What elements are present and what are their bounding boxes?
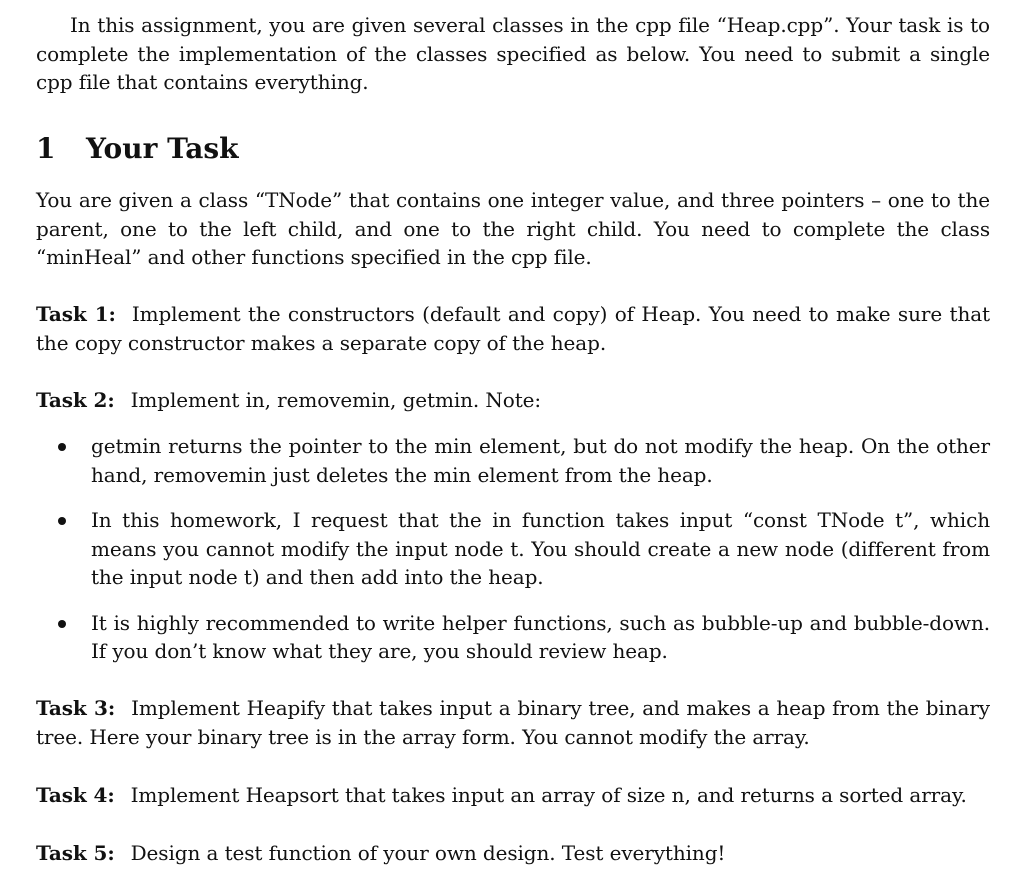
intro-paragraph: In this assignment, you are given several classes in the cpp file “Heap.cpp”. Your task is to complete the implementation of the classes specified as below. You need to submit a single cpp file that contains everything. — [36, 13, 990, 94]
list-item — [36, 609, 990, 666]
task-2-text: Implement in, removemin, getmin. Note: — [130, 388, 542, 412]
task-4-label: Task 4: — [36, 783, 115, 807]
task-2-notes-list — [36, 432, 990, 683]
list-item — [36, 432, 990, 489]
note-1-text: getmin returns the pointer to the min element, but do not modify the heap. On the other hand, removemin just deletes the min element from the heap. — [91, 434, 990, 487]
task-3-label: Task 3: — [36, 696, 116, 720]
section-title: Your Task — [86, 132, 239, 165]
task-3-paragraph — [36, 694, 990, 751]
note-2-text: In this homework, I request that the in function takes input “const TNode t”, which means you cannot modify the input node t. You should create a new node (different from the input node t) and then add into the heap. — [91, 508, 990, 589]
task-4-paragraph — [36, 781, 990, 810]
bullet-icon — [58, 620, 66, 628]
task-3-text: Implement Heapify that takes input a binary tree, and makes a heap from the binary tree. Here your binary tree is in the array form. You cannot modify the array. — [36, 696, 990, 749]
note-3-text: It is highly recommended to write helper functions, such as bubble-up and bubble-down. If you don’t know what they are, you should review heap. — [91, 610, 990, 663]
task-1-label: Task 1: — [36, 302, 116, 326]
task-5-paragraph — [36, 839, 990, 868]
bullet-icon — [58, 443, 66, 451]
task-5-text: Design a test function of your own design. Test everything! — [130, 841, 726, 865]
task-1-text: Implement the constructors (default and copy) of Heap. You need to make sure that the copy constructor makes a separate copy of the heap. — [36, 302, 990, 355]
task-5-label: Task 5: — [36, 841, 115, 865]
section-heading — [36, 131, 239, 167]
list-item — [36, 506, 990, 592]
task-4-text: Implement Heapsort that takes input an array of size n, and returns a sorted array. — [130, 783, 967, 807]
task-1-paragraph — [36, 300, 990, 357]
section-intro-paragraph: You are given a class “TNode” that contains one integer value, and three pointers – one to the parent, one to the left child, and one to the right child. You need to complete the class “minHeal” and other functions specified in the cpp file. — [36, 188, 990, 269]
section-number: 1 — [36, 132, 56, 165]
task-2-paragraph — [36, 386, 990, 415]
bullet-icon — [58, 517, 66, 525]
task-2-label: Task 2: — [36, 388, 115, 412]
